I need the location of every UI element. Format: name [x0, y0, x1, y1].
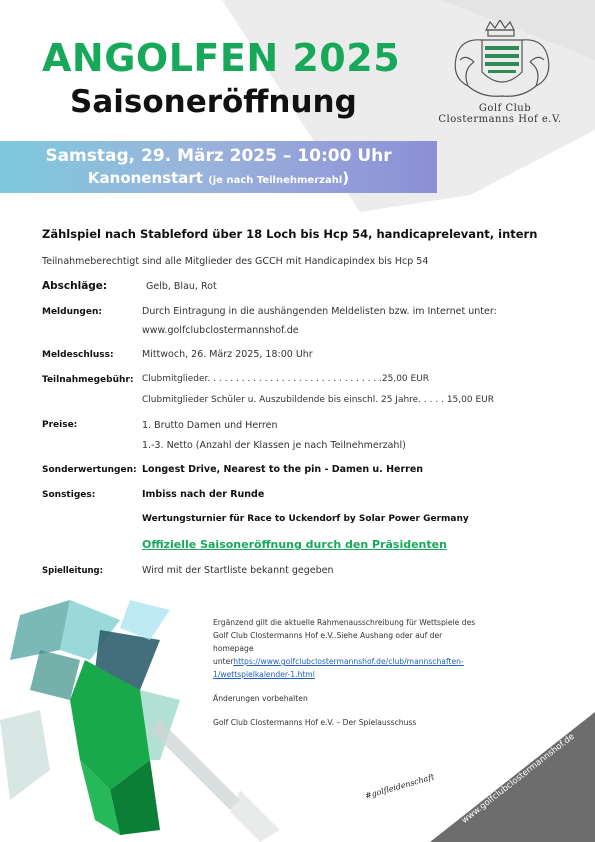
notes-link-prefix: unter — [213, 657, 234, 666]
sonstiges-line2: Wertungsturnier für Race to Uckendorf by Solar Power Germany — [142, 514, 469, 524]
meldeschluss-label: Meldeschluss: — [42, 350, 114, 360]
preise-line1: 1. Brutto Damen und Herren — [142, 420, 278, 431]
banner-start-label: Kanonenstart — [87, 169, 203, 187]
notes-block — [213, 616, 543, 729]
wettspielkalender-link-part2[interactable]: 1/wettspielkalender-1.html — [213, 670, 315, 679]
banner-start-type — [0, 169, 437, 187]
notes-changes: Änderungen vorbehalten — [213, 694, 308, 703]
spielleitung-label: Spielleitung: — [42, 566, 104, 576]
notes-line2: Golf Club Clostermanns Hof e.V..Siehe Aushang oder auf der — [213, 631, 443, 640]
meldungen-line1: Durch Eintragung in die aushängenden Meldelisten bzw. im Internet unter: — [142, 306, 497, 317]
preise-label: Preise: — [42, 420, 78, 430]
banner-start-close: ) — [342, 169, 350, 187]
page-subtitle: Saisoneröffnung — [70, 84, 357, 120]
sonderwertungen-label: Sonderwertungen: — [42, 465, 137, 475]
date-banner — [0, 141, 437, 193]
sonderwertungen-value: Longest Drive, Nearest to the pin - Damen u. Herren — [142, 464, 424, 475]
wettspielkalender-link-part1[interactable]: https://www.golfclubclostermannshof.de/club/mannschaften- — [233, 657, 464, 666]
meldungen-website[interactable]: www.golfclubclostermannshof.de — [142, 325, 299, 336]
wettspielkalender-link-cont[interactable] — [213, 670, 315, 679]
abschlaege-label: Abschläge: — [42, 280, 108, 292]
banner-date: Samstag, 29. März 2025 – 10:00 Uhr — [45, 146, 392, 166]
wettspielkalender-link[interactable] — [233, 657, 463, 666]
club-name-line2: Clostermanns Hof e.V. — [438, 114, 562, 125]
gebuehr-label: Teilnahmegebühr: — [42, 375, 134, 385]
preise-line2: 1.-3. Netto (Anzahl der Klassen je nach Teilnehmerzahl) — [142, 440, 406, 451]
footer-website[interactable]: www.golfclubclostermannshof.de — [460, 731, 577, 826]
banner-start-note: (je nach Teilnehmerzahl — [208, 175, 343, 186]
notes-line4 — [213, 655, 543, 668]
intro-text: Zählspiel nach Stableford über 18 Loch bis Hcp 54, handicaprelevant, intern — [42, 227, 538, 241]
eligibility-text: Teilnahmeberechtigt sind alle Mitglieder des GCCH mit Handicapindex bis Hcp 54 — [42, 256, 429, 267]
club-name-line1: Golf Club — [478, 103, 532, 114]
sonstiges-label: Sonstiges: — [42, 490, 96, 500]
notes-signature: Golf Club Clostermanns Hof e.V. – Der Spielausschuss — [213, 718, 417, 727]
meldeschluss-value: Mittwoch, 26. März 2025, 18:00 Uhr — [142, 349, 313, 360]
page-title: ANGOLFEN 2025 — [42, 36, 401, 80]
abschlaege-value: Gelb, Blau, Rot — [146, 281, 217, 292]
spielleitung-value: Wird mit der Startliste bekannt gegeben — [142, 565, 334, 576]
notes-line3: homepage — [213, 644, 254, 653]
notes-line1: Ergänzend gilt die aktuelle Rahmenausschreibung für Wettspiele des — [213, 618, 476, 627]
hashtag-tagline: #golfleidenschaft — [364, 772, 436, 801]
sonstiges-line1: Imbiss nach der Runde — [142, 489, 265, 500]
gebuehr-line1: Clubmitglieder. . . . . . . . . . . . . . . . . . . . . . . . . . . . . . .25,00 EUR — [142, 374, 430, 384]
praesident-link[interactable] — [142, 538, 447, 551]
meldungen-label: Meldungen: — [42, 307, 102, 317]
gebuehr-line2: Clubmitglieder Schüler u. Auszubildende bis einschl. 25 Jahre. . . . . 15,00 EUR — [142, 395, 494, 405]
praesident-link-text[interactable]: Offizielle Saisoneröffnung durch den Präsidenten — [142, 538, 447, 551]
